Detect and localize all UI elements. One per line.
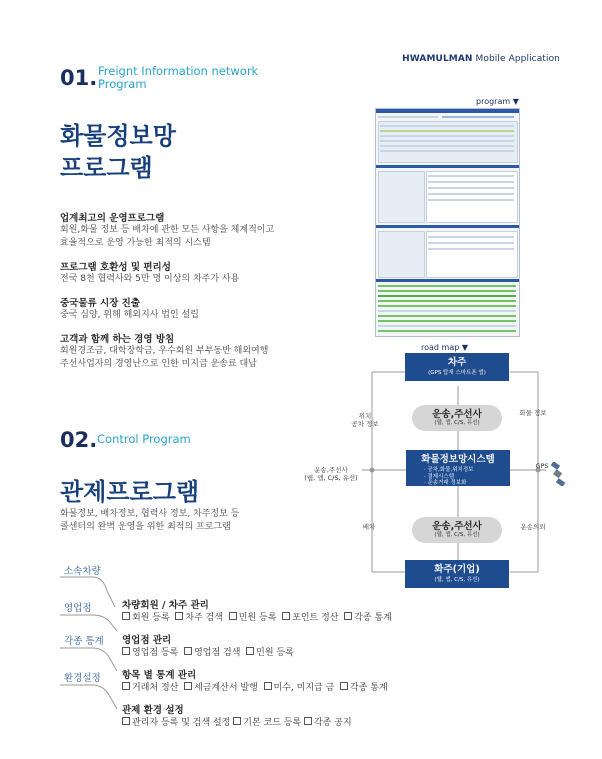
checkbox-icon [340, 682, 348, 690]
oval-sub: (웹, 앱, C/S, 유선) [434, 532, 480, 538]
checkbox-icon [246, 647, 254, 655]
section1-title [60, 120, 176, 184]
node-title: 차주 [447, 357, 467, 368]
menu-item: 영업점 등록 [132, 648, 179, 658]
checkbox-icon [304, 717, 312, 725]
menu-item: 각종 통계 [354, 613, 392, 623]
brand-name: HWAMULMAN [402, 54, 473, 64]
menu-title: 항목 별 통계 관리 [122, 670, 197, 681]
feature-desc: 중국 심양, 위해 해외지사 법인 설립 [60, 310, 199, 320]
section1-title-line1: 화물정보망 [60, 122, 176, 150]
oval-title: 운송,주선사 [432, 409, 482, 420]
menu-item: 각종 공지 [314, 718, 352, 728]
label-transport-request: 운송의뢰 [520, 523, 546, 531]
menu-item: 미수, 미지급 금 [273, 683, 335, 693]
menu-item: 포인트 정산 [292, 613, 339, 623]
roadmap-node-shipper [405, 560, 509, 588]
label-line: (웹, 앱, C/S, 유선) [304, 474, 358, 482]
roadmap-oval-carrier-bottom [412, 517, 502, 543]
roadmap-oval-carrier-top [412, 405, 502, 431]
checkbox-icon [122, 682, 130, 690]
menu-item: 차주 검색 [185, 613, 224, 623]
oval-title: 운송,주선사 [432, 521, 482, 532]
menu-items [122, 610, 392, 623]
checkbox-icon [233, 717, 241, 725]
satellite-icon [546, 462, 570, 486]
menu-item: 관리자 등록 및 검색 설정 [132, 718, 231, 728]
menu-title: 관제 환경 설정 [122, 705, 184, 716]
section2-number: 02. [60, 428, 98, 452]
roadmap-node-system [406, 450, 510, 486]
node-item: · 운송거래 정보화 [424, 480, 467, 486]
menu-item: 세금계산서 발행 [194, 683, 258, 693]
feature-item [60, 210, 360, 250]
menu-pill-settings: 환경설정 [64, 673, 101, 684]
section1-subtitle-line1: Freignt Information network [98, 64, 259, 78]
brand-header [402, 54, 560, 64]
label-cargo-info: 화물 정보 [519, 409, 547, 417]
program-label: program ▼ [476, 97, 519, 106]
label-location [340, 412, 390, 428]
feature-desc: 회원경조금, 대학장학금, 우수회원 부부동반 해외여행 [60, 346, 269, 356]
feature-title: 프로그램 호환성 및 편리성 [60, 262, 171, 273]
menu-item: 민원 등록 [256, 648, 294, 658]
feature-desc: 회원,화물 정보 등 배차에 관한 모든 사항을 체계적이고 [60, 225, 275, 235]
feature-item [60, 295, 360, 322]
node-item: · 결제시스템 [424, 473, 455, 480]
checkbox-icon [344, 612, 352, 620]
node-title: 화주(기업) [434, 564, 480, 575]
menu-item: 회원 등록 [132, 613, 170, 623]
menu-items [122, 715, 352, 728]
feature-list [60, 210, 360, 371]
roadmap-label: road map ▼ [421, 343, 468, 352]
section1-subtitle [98, 65, 258, 91]
feature-title: 업계최고의 운영프로그램 [60, 213, 165, 224]
node-sub: (GPS 탑재 스마트폰 앱) [428, 370, 486, 376]
feature-item [60, 259, 360, 286]
menu-item: 거래처 정산 [132, 683, 179, 693]
checkbox-icon [122, 612, 130, 620]
label-dispatch: 배차 [362, 523, 376, 531]
label-line: 운송,주선사 [314, 466, 348, 474]
menu-pill-vehicles: 소속차량 [64, 566, 101, 577]
node-item: · 공차,화물,위치정보 [424, 467, 474, 473]
section2-description [60, 508, 239, 534]
menu-title: 영업점 관리 [122, 635, 172, 646]
checkbox-icon [184, 647, 192, 655]
menu-item: 영업점 검색 [194, 648, 241, 658]
label-line: 공차 정보 [351, 420, 379, 428]
label-carrier-side [296, 466, 366, 482]
menu-item: 각종 통계 [350, 683, 388, 693]
roadmap-node-driver [405, 353, 509, 381]
checkbox-icon [229, 612, 237, 620]
menu-title: 차량회원 / 차주 관리 [122, 600, 209, 611]
oval-sub: (웹, 앱, C/S, 유선) [434, 420, 480, 426]
node-title: 화물정보망시스템 [421, 454, 495, 465]
checkbox-icon [122, 717, 130, 725]
node-sub: (웹, 앱, C/S, 유선) [434, 577, 480, 583]
feature-desc: 전국 8천 협력사와 5만 명 이상의 차주가 사용 [60, 274, 240, 284]
section2-title: 관제프로그램 [60, 478, 200, 506]
section1-title-line2: 프로그램 [60, 154, 153, 182]
feature-desc: 주선사업자의 경영난으로 인한 미지급 운송료 대납 [60, 359, 257, 369]
desc-line: 화물정보, 배차정보, 협력사 정보, 차주정보 등 [60, 509, 240, 519]
menu-pill-statistics: 각종 통계 [64, 636, 104, 647]
feature-desc: 효율적으로 운영 가능한 최적의 시스템 [60, 238, 211, 248]
program-screenshot [375, 108, 520, 337]
menu-items [122, 645, 294, 658]
brand-suffix: Mobile Application [475, 54, 560, 64]
menu-items [122, 680, 388, 693]
section1-number: 01. [60, 66, 98, 90]
checkbox-icon [264, 682, 272, 690]
section2-subtitle: Control Program [97, 432, 191, 446]
label-gps: GPS [535, 462, 549, 470]
label-line: 위치 [358, 412, 372, 420]
menu-item: 기본 코드 등록 [243, 718, 302, 728]
menu-item: 민원 등록 [238, 613, 277, 623]
desc-line: 콜센터의 완벽 운영을 위한 최적의 프로그램 [60, 522, 231, 532]
checkbox-icon [122, 647, 130, 655]
checkbox-icon [282, 612, 290, 620]
section1-subtitle-line2: Program [98, 77, 147, 91]
checkbox-icon [184, 682, 192, 690]
feature-title: 고객과 함께 하는 경영 방침 [60, 334, 175, 345]
menu-pill-branch: 영업점 [64, 603, 92, 614]
checkbox-icon [175, 612, 183, 620]
feature-title: 중국물류 시장 진출 [60, 298, 141, 309]
